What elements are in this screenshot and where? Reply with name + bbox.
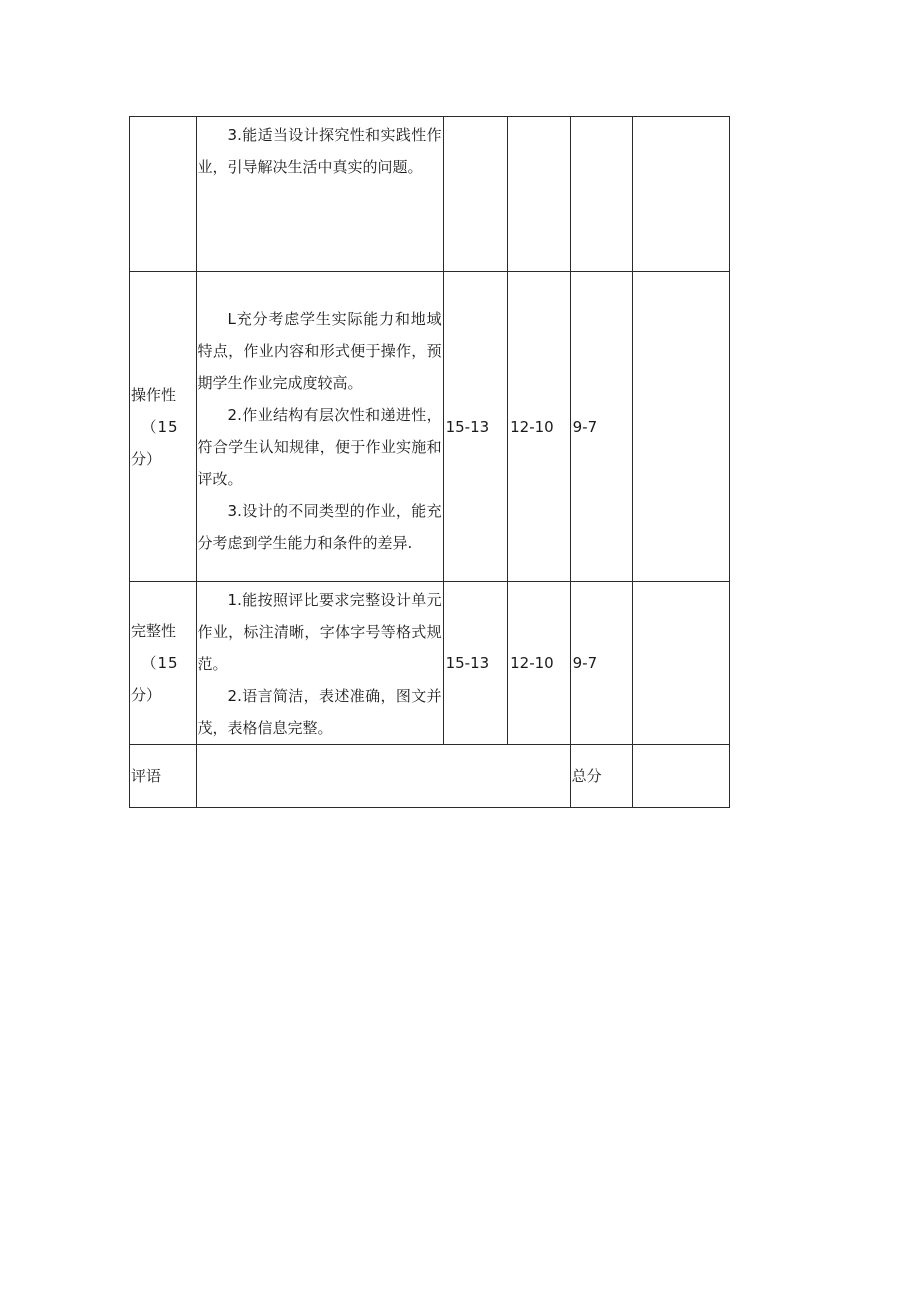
criteria-cell (196, 117, 443, 272)
category-cell (130, 582, 197, 745)
score-low-cell (570, 117, 633, 272)
table-row (130, 745, 730, 808)
score-entry-cell (633, 272, 730, 582)
score-low-cell: 9-7 (570, 582, 633, 745)
category-unit: 分） (131, 686, 162, 704)
score-mid-cell: 12-10 (508, 272, 571, 582)
comment-field[interactable] (196, 745, 570, 808)
score-low-cell: 9-7 (570, 272, 633, 582)
table-row (130, 272, 730, 582)
rubric-table (129, 116, 730, 808)
score-entry-cell (633, 117, 730, 272)
criteria-item: L充分考虑学生实际能力和地域特点，作业内容和形式便于操作，预期学生作业完成度较高。 (197, 310, 442, 392)
criteria-item: 2.语言简洁，表述准确，图文并茂，表格信息完整。 (197, 687, 442, 737)
criteria-item: 3.能适当设计探究性和实践性作业，引导解决生活中真实的问题。 (197, 126, 442, 176)
comment-label: 评语 (130, 745, 197, 808)
category-name: 操作性 (131, 385, 177, 404)
category-cell (130, 117, 197, 272)
category-name: 完整性 (131, 622, 177, 640)
score-high-cell (443, 117, 508, 272)
category-points: （15 (141, 417, 179, 436)
total-field[interactable] (633, 745, 730, 808)
category-points: （15 (141, 654, 179, 672)
criteria-item: 2.作业结构有层次性和递进性，符合学生认知规律，便于作业实施和评改。 (197, 406, 442, 488)
criteria-item: 3.设计的不同类型的作业，能充分考虑到学生能力和条件的差异. (197, 502, 442, 552)
table-row (130, 117, 730, 272)
category-cell (130, 272, 197, 582)
criteria-item: 1.能按照评比要求完整设计单元作业，标注清晰，字体字号等格式规范。 (197, 591, 442, 673)
criteria-cell (196, 272, 443, 582)
category-unit: 分） (131, 449, 162, 468)
score-high-cell: 15-13 (443, 272, 508, 582)
score-entry-cell (633, 582, 730, 745)
table-row (130, 582, 730, 745)
criteria-cell (196, 582, 443, 745)
total-label: 总分 (570, 745, 633, 808)
score-high-cell: 15-13 (443, 582, 508, 745)
score-mid-cell: 12-10 (508, 582, 571, 745)
score-mid-cell (508, 117, 571, 272)
